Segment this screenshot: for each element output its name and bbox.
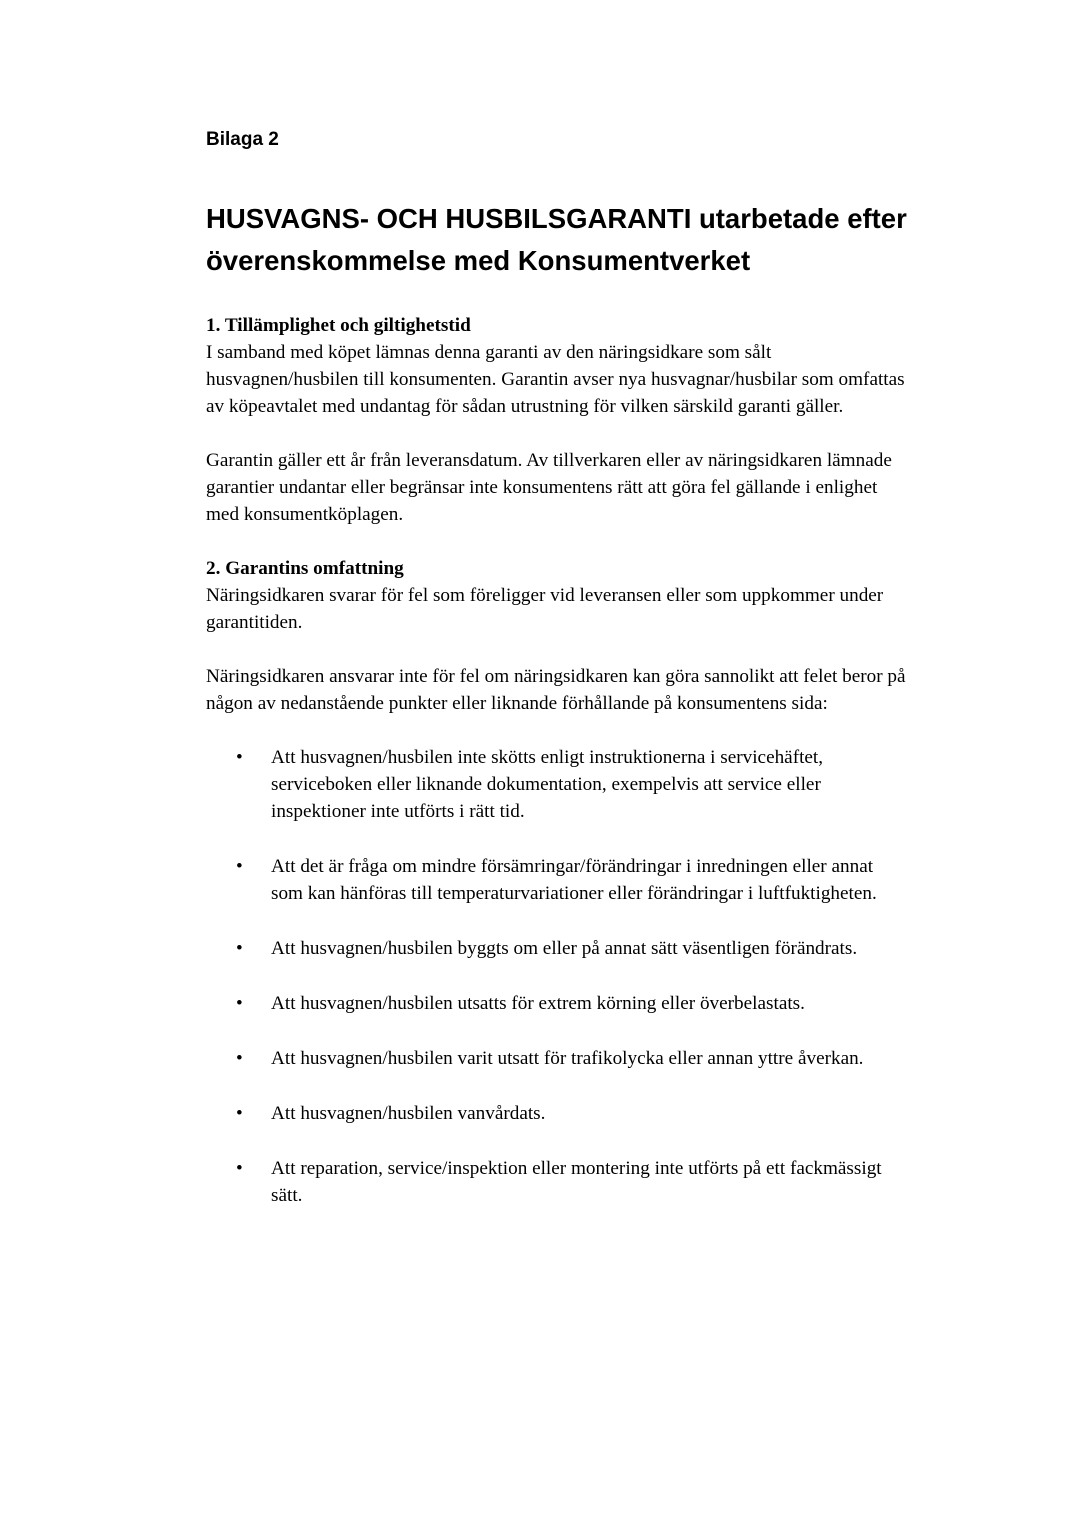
list-item: [206, 990, 906, 1017]
list-item: [206, 853, 906, 907]
document-body: [206, 312, 906, 1237]
bullet-icon: •: [236, 1048, 243, 1069]
bullet-icon: •: [236, 993, 243, 1014]
list-item: [206, 1155, 906, 1209]
appendix-label: Bilaga 2: [206, 129, 279, 150]
bullet-icon: •: [236, 747, 243, 768]
section-applicability: [206, 312, 906, 528]
list-item-text: Att det är fråga om mindre försämringar/förändringar i inredningen eller annat som kan hänföras till temperaturvariationer eller förändringar i luftfuktigheten.: [271, 856, 877, 904]
document-title: HUSVAGNS- OCH HUSBILSGARANTI utarbetade efter överenskommelse med Konsumentverket: [206, 203, 907, 276]
exclusion-list: [206, 744, 906, 1209]
section-scope: [206, 555, 906, 1209]
list-item: [206, 744, 906, 825]
list-item-text: Att reparation, service/inspektion eller montering inte utförts på ett fackmässigt sätt.: [271, 1158, 882, 1206]
list-item-text: Att husvagnen/husbilen varit utsatt för trafikolycka eller annan yttre åverkan.: [271, 1048, 864, 1069]
paragraph: Näringsidkaren svarar för fel som föreligger vid leveransen eller som uppkommer under garantitiden.: [206, 585, 884, 633]
bullet-icon: •: [236, 1103, 243, 1124]
section-heading: 1. Tillämplighet och giltighetstid: [206, 315, 471, 336]
list-item-text: Att husvagnen/husbilen vanvårdats.: [271, 1103, 546, 1124]
list-item-text: Att husvagnen/husbilen utsatts för extrem körning eller överbelastats.: [271, 993, 805, 1014]
bullet-icon: •: [236, 938, 243, 959]
list-item-text: Att husvagnen/husbilen inte skötts enligt instruktionerna i servicehäftet, serviceboken eller liknande dokumentation, exempelvis att service eller inspektioner inte utförts i rätt tid.: [271, 747, 824, 822]
paragraph: Näringsidkaren ansvarar inte för fel om näringsidkaren kan göra sannolikt att felet beror på någon av nedanstående punkter eller liknande förhållande på konsumentens sida:: [206, 666, 906, 714]
list-item: [206, 1045, 906, 1072]
bullet-icon: •: [236, 856, 243, 877]
list-item: [206, 1100, 906, 1127]
paragraph: Garantin gäller ett år från leveransdatum. Av tillverkaren eller av näringsidkaren lämnade garantier undantar eller begränsar inte konsumentens rätt att göra fel gällande i enlighet med konsumentköplagen.: [206, 450, 892, 525]
list-item-text: Att husvagnen/husbilen byggts om eller på annat sätt väsentligen förändrats.: [271, 938, 858, 959]
section-heading: 2. Garantins omfattning: [206, 558, 404, 579]
bullet-icon: •: [236, 1158, 243, 1179]
list-item: [206, 935, 906, 962]
paragraph: I samband med köpet lämnas denna garanti av den näringsidkare som sålt husvagnen/husbilen till konsumenten. Garantin avser nya husvagnar/husbilar som omfattas av köpeavtalet med undantag för sådan utrustning för vilken särskild garanti gäller.: [206, 342, 905, 417]
